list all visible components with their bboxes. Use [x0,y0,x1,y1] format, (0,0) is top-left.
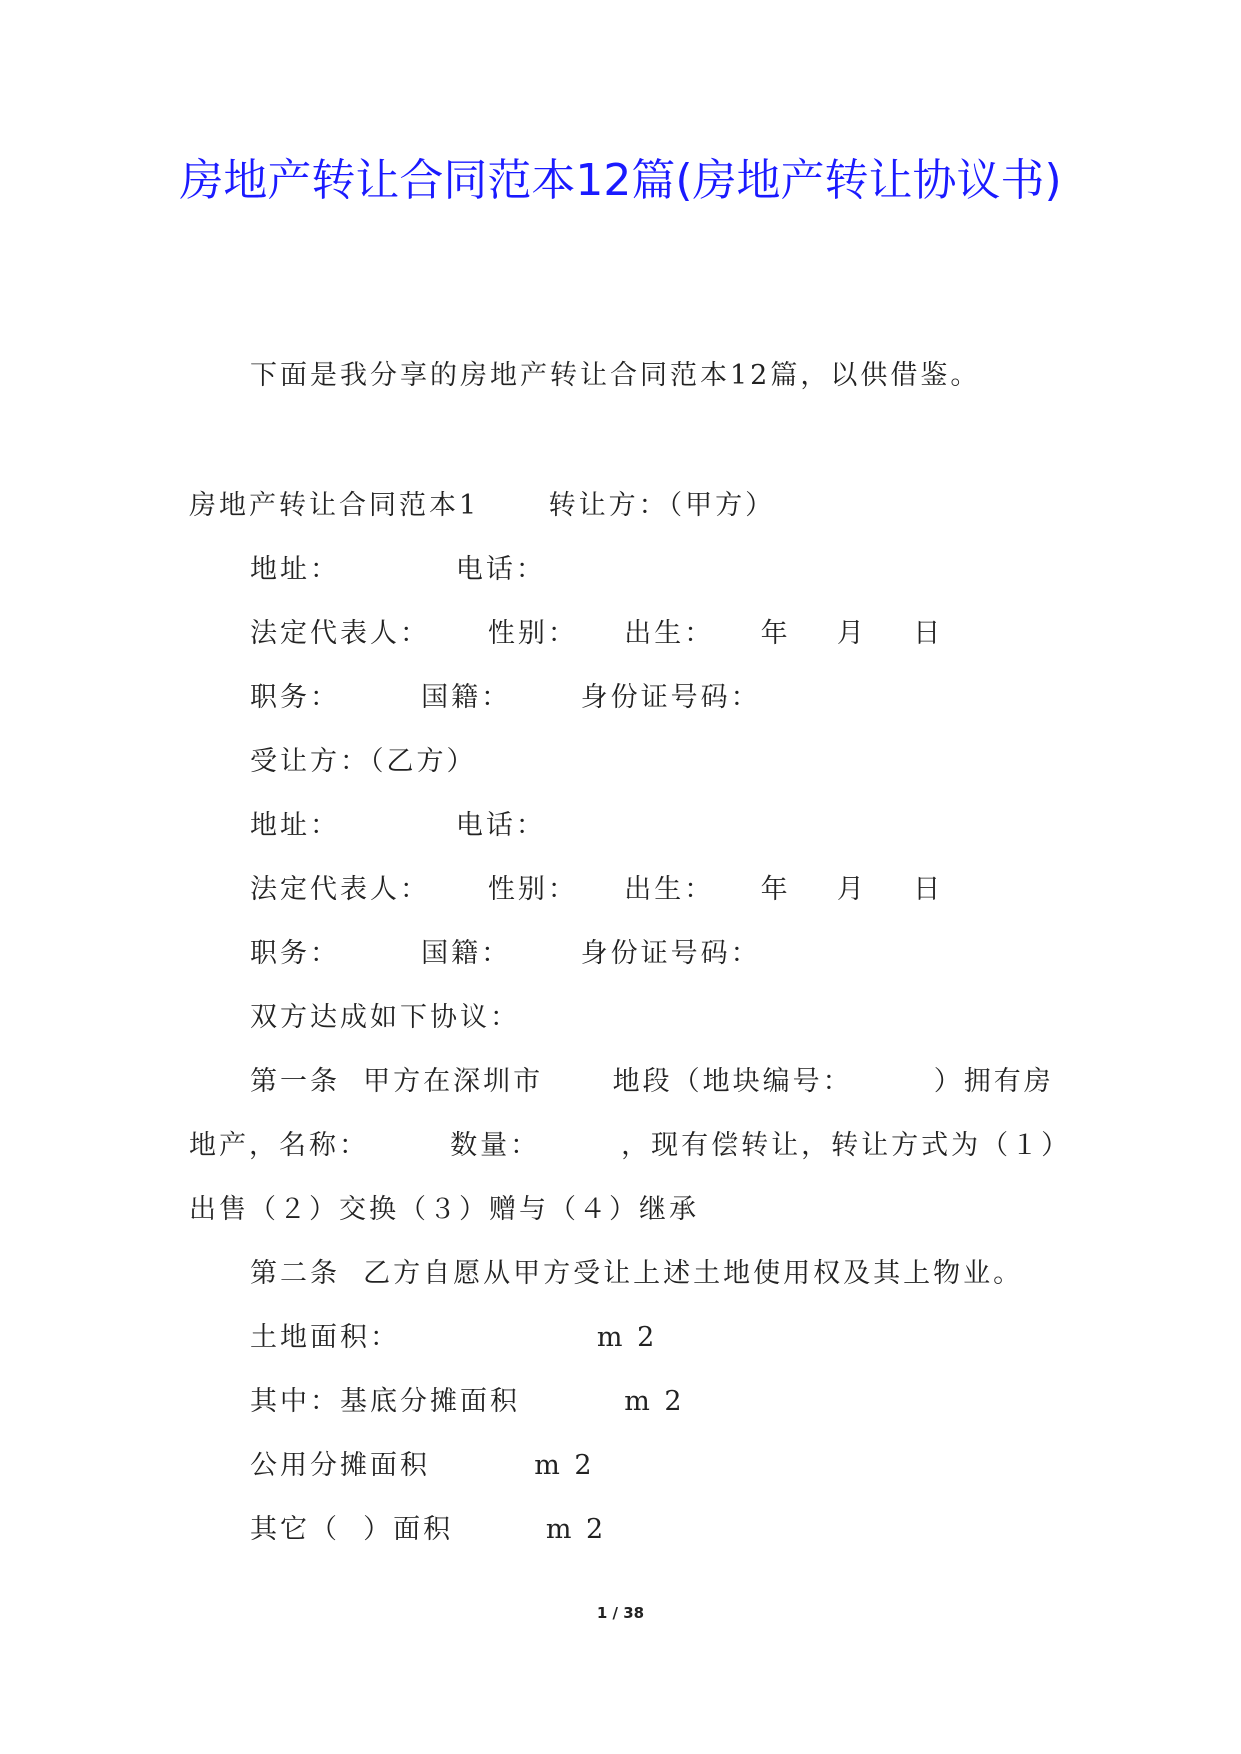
agreement-intro-line: 双方达成如下协议： [250,1002,520,1033]
article-2-line: 第二条 乙方自愿从甲方受让上述土地使用权及其上物业。 [250,1258,1024,1289]
public-area-line: 公用分摊面积 m 2 [250,1450,595,1481]
party-b-address-line: 地址： 电话： [250,810,546,841]
party-b-representative-line: 法定代表人： 性别： 出生： 年 月 日 [250,874,944,905]
party-b-heading-line: 受让方：（乙方） [250,746,477,777]
contract-heading-line: 房地产转让合同范本1 转让方：（甲方） [189,490,776,521]
other-area-line: 其它（ ）面积 m 2 [250,1514,607,1545]
article-1-line-3: 出售（２）交换（３）赠与（４）继承 [189,1194,699,1225]
page-number: 1 / 38 [596,1604,645,1622]
party-a-representative-line: 法定代表人： 性别： 出生： 年 月 日 [250,618,944,649]
party-a-address-line: 地址： 电话： [250,554,546,585]
base-area-line: 其中：基底分摊面积 m 2 [250,1386,685,1417]
document-title: 房地产转让合同范本12篇(房地产转让协议书) [179,155,1062,206]
land-area-line: 土地面积： m 2 [250,1322,658,1353]
article-1-line-1: 第一条 甲方在深圳市 地段（地块编号： ）拥有房 [250,1066,1054,1097]
intro-paragraph: 下面是我分享的房地产转让合同范本12篇，以供借鉴。 [250,360,981,391]
article-1-line-2: 地产，名称： 数量： ，现有偿转让，转让方式为（１） [189,1130,1072,1161]
party-a-position-line: 职务： 国籍： 身份证号码： [250,682,761,713]
party-b-position-line: 职务： 国籍： 身份证号码： [250,938,761,969]
